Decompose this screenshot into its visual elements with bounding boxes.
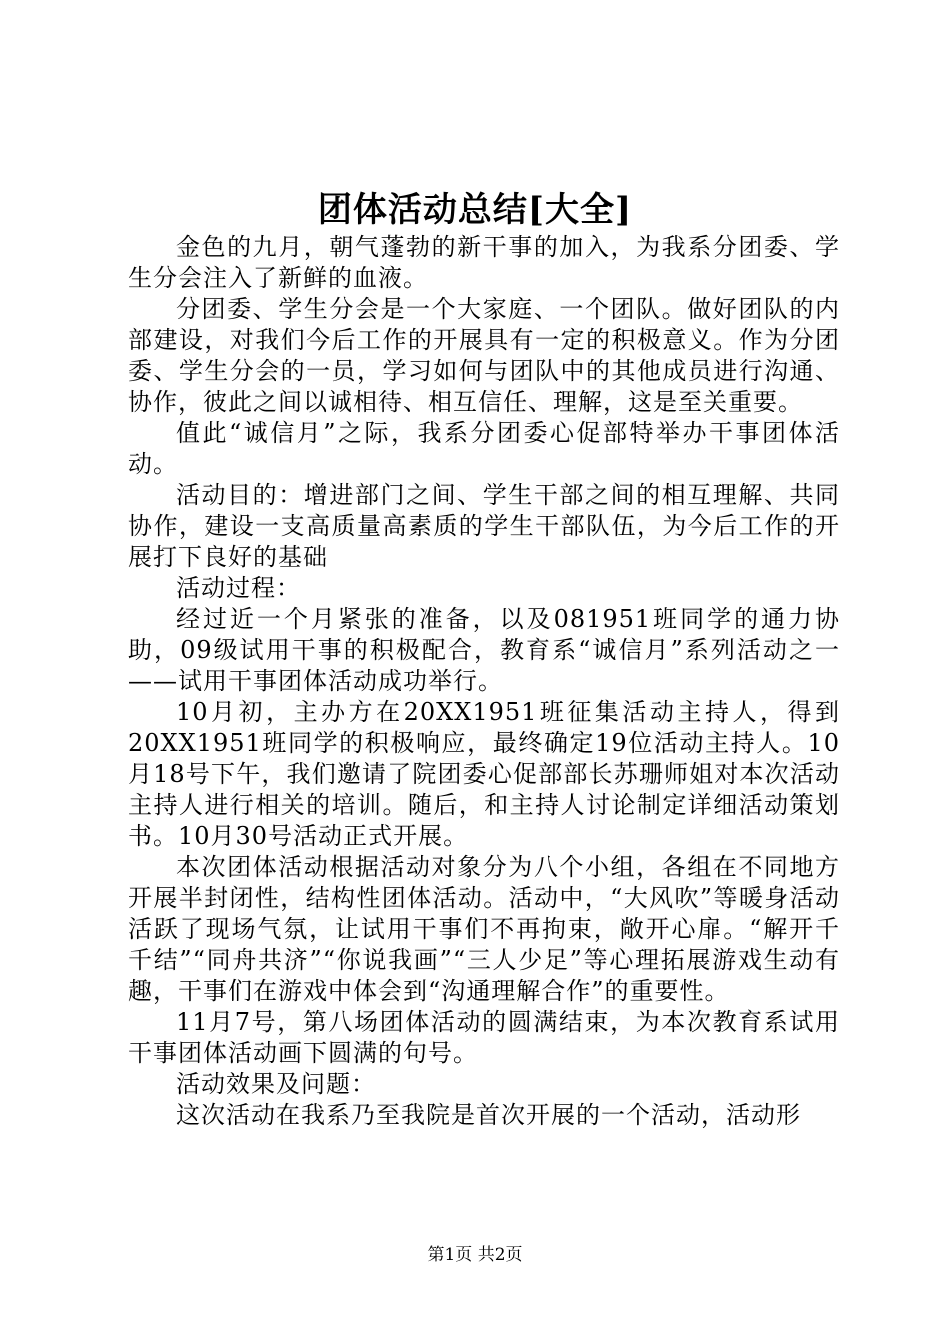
paragraph: 金色的九月，朝气蓬勃的新干事的加入，为我系分团委、学生分会注入了新鲜的血液。	[128, 233, 840, 292]
page-footer: 第1页 共2页	[427, 1245, 523, 1265]
paragraph: 本次团体活动根据活动对象分为八个小组，各组在不同地方开展半封闭性，结构性团体活动。活动中，“大风吹”等暖身活动活跃了现场气氛，让试用干事们不再拘束，敞开心扉。“解开千千结”“同舟共济”“你说我画”“三人少足”等心理拓展游戏生动有趣，干事们在游戏中体会到“沟通理解合作”的重要性。	[128, 853, 840, 1005]
paragraph: 活动目的：增进部门之间、学生干部之间的相互理解、共同协作，建设一支高质量高素质的学生干部队伍，为今后工作的开展打下良好的基础	[128, 481, 840, 571]
document-title: 团体活动总结[大全]	[317, 190, 633, 230]
paragraph: 分团委、学生分会是一个大家庭、一个团队。做好团队的内部建设，对我们今后工作的开展具有一定的积极意义。作为分团委、学生分会的一员，学习如何与团队中的其他成员进行沟通、协作，彼此之间以诚相待、相互信任、理解，这是至关重要。	[128, 295, 840, 416]
paragraph: 值此“诚信月”之际，我系分团委心促部特举办干事团体活动。	[128, 419, 840, 478]
document-body	[128, 232, 840, 1131]
paragraph: 10月初，主办方在20XX1951班征集活动主持人，得到20XX1951班同学的积极响应，最终确定19位活动主持人。10月18号下午，我们邀请了院团委心促部部长苏珊师姐对本次活动主持人进行相关的培训。随后，和主持人讨论制定详细活动策划书。10月30号活动正式开展。	[128, 698, 840, 850]
paragraph: 活动效果及问题：	[176, 1070, 376, 1098]
paragraph: 活动过程：	[176, 574, 301, 602]
paragraph: 经过近一个月紧张的准备，以及081951班同学的通力协助，09级试用干事的积极配合，教育系“诚信月”系列活动之一——试用干事团体活动成功举行。	[128, 605, 840, 695]
paragraph: 这次活动在我系乃至我院是首次开展的一个活动，活动形	[176, 1101, 801, 1129]
paragraph: 11月7号，第八场团体活动的圆满结束，为本次教育系试用干事团体活动画下圆满的句号。	[128, 1008, 840, 1067]
